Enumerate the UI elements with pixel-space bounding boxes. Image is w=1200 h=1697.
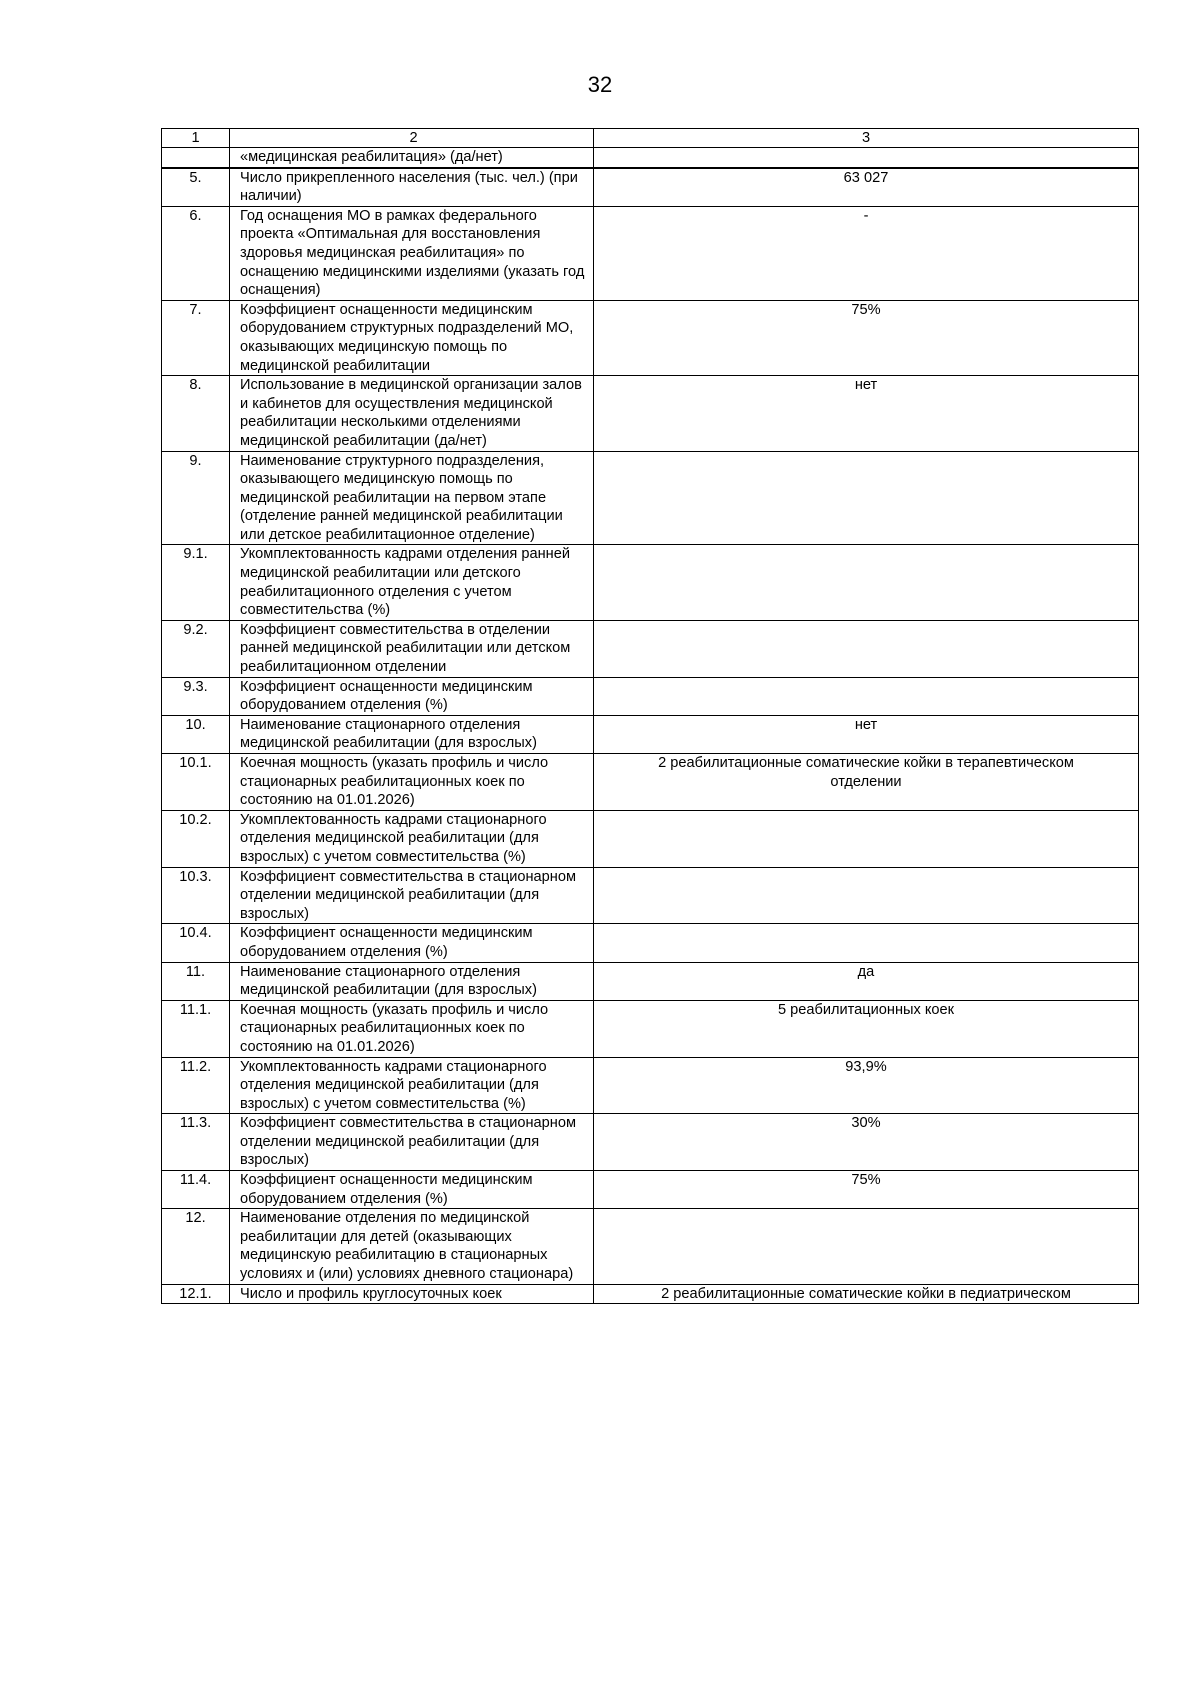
row-value: 75% [594, 1171, 1139, 1209]
row-value: 93,9% [594, 1057, 1139, 1114]
row-number: 9. [162, 451, 230, 545]
row-indicator-name: Коэффициент совместительства в стационарном отделении медицинской реабилитации (для взрослых) [230, 1114, 594, 1171]
row-value: 2 реабилитационные соматические койки в педиатрическом [594, 1284, 1139, 1304]
row-indicator-name: Коечная мощность (указать профиль и число стационарных реабилитационных коек по состоянию на 01.01.2026) [230, 1000, 594, 1057]
row-number: 11.4. [162, 1171, 230, 1209]
table-row [162, 1209, 1139, 1284]
row-indicator-name: Укомплектованность кадрами стационарного отделения медицинской реабилитации (для взрослых) с учетом совместительства (%) [230, 810, 594, 867]
row-number: 12. [162, 1209, 230, 1284]
row-number: 5. [162, 168, 230, 207]
row-indicator-name: Число прикрепленного населения (тыс. чел.) (при наличии) [230, 168, 594, 207]
row-number: 12.1. [162, 1284, 230, 1304]
row-indicator-name: Коэффициент совместительства в отделении ранней медицинской реабилитации или детском реабилитационном отделении [230, 620, 594, 677]
row-indicator-name: Число и профиль круглосуточных коек [230, 1284, 594, 1304]
row-indicator-name: Коэффициент совместительства в стационарном отделении медицинской реабилитации (для взрослых) [230, 867, 594, 924]
row-value [594, 545, 1139, 620]
row-value: - [594, 206, 1139, 300]
row-number: 7. [162, 300, 230, 375]
row-number: 11.3. [162, 1114, 230, 1171]
row-value [594, 810, 1139, 867]
table-row [162, 924, 1139, 962]
row-indicator-name: Коэффициент оснащенности медицинским оборудованием отделения (%) [230, 1171, 594, 1209]
row-number [162, 148, 230, 168]
table-row [162, 810, 1139, 867]
table-row [162, 168, 1139, 207]
header-cell-value: 3 [594, 129, 1139, 148]
row-value [594, 148, 1139, 168]
row-indicator-name: «медицинская реабилитация» (да/нет) [230, 148, 594, 168]
row-indicator-name: Коэффициент оснащенности медицинским оборудованием отделения (%) [230, 924, 594, 962]
row-indicator-name: Год оснащения МО в рамках федерального проекта «Оптимальная для восстановления здоровья медицинская реабилитация» по оснащению медицинскими изделиями (указать год оснащения) [230, 206, 594, 300]
row-value: 5 реабилитационных коек [594, 1000, 1139, 1057]
row-value: нет [594, 715, 1139, 753]
table-row [162, 715, 1139, 753]
table-row [162, 545, 1139, 620]
row-number: 10. [162, 715, 230, 753]
row-indicator-name: Коечная мощность (указать профиль и число стационарных реабилитационных коек по состоянию на 01.01.2026) [230, 754, 594, 811]
table-row [162, 620, 1139, 677]
row-number: 9.3. [162, 677, 230, 715]
row-number: 8. [162, 376, 230, 451]
table-row [162, 677, 1139, 715]
table-row [162, 1171, 1139, 1209]
row-indicator-name: Укомплектованность кадрами отделения ранней медицинской реабилитации или детского реабилитационного отделения с учетом совместительства (%) [230, 545, 594, 620]
row-value [594, 620, 1139, 677]
header-cell-num: 1 [162, 129, 230, 148]
table-header-row [162, 129, 1139, 148]
row-number: 10.3. [162, 867, 230, 924]
table-row [162, 1114, 1139, 1171]
row-number: 11. [162, 962, 230, 1000]
table-row [162, 962, 1139, 1000]
page-number: 32 [587, 72, 613, 97]
row-indicator-name: Наименование структурного подразделения, оказывающего медицинскую помощь по медицинской реабилитации на первом этапе (отделение ранней медицинской реабилитации или детское реабилитационное отделение) [230, 451, 594, 545]
rehabilitation-table [161, 128, 1139, 1304]
table-row [162, 300, 1139, 375]
row-value [594, 451, 1139, 545]
row-value: 75% [594, 300, 1139, 375]
table-row [162, 206, 1139, 300]
row-indicator-name: Наименование стационарного отделения медицинской реабилитации (для взрослых) [230, 715, 594, 753]
row-number: 10.4. [162, 924, 230, 962]
row-value [594, 924, 1139, 962]
row-number: 6. [162, 206, 230, 300]
row-value: нет [594, 376, 1139, 451]
row-value [594, 677, 1139, 715]
row-number: 10.1. [162, 754, 230, 811]
row-indicator-name: Коэффициент оснащенности медицинским оборудованием структурных подразделений МО, оказывающих медицинскую помощь по медицинской реабилитации [230, 300, 594, 375]
row-value: 30% [594, 1114, 1139, 1171]
table-row [162, 1057, 1139, 1114]
table-row [162, 1000, 1139, 1057]
table-continuation-row [162, 148, 1139, 168]
row-indicator-name: Укомплектованность кадрами стационарного отделения медицинской реабилитации (для взрослых) с учетом совместительства (%) [230, 1057, 594, 1114]
table-row [162, 376, 1139, 451]
row-number: 9.1. [162, 545, 230, 620]
table-row [162, 867, 1139, 924]
table-row [162, 1284, 1139, 1304]
row-value: 2 реабилитационные соматические койки в терапевтическом отделении [594, 754, 1139, 811]
row-indicator-name: Наименование отделения по медицинской реабилитации для детей (оказывающих медицинскую реабилитацию в стационарных условиях и (или) условиях дневного стационара) [230, 1209, 594, 1284]
table-row [162, 451, 1139, 545]
row-value [594, 867, 1139, 924]
row-value: 63 027 [594, 168, 1139, 207]
row-number: 11.1. [162, 1000, 230, 1057]
row-indicator-name: Использование в медицинской организации залов и кабинетов для осуществления медицинской реабилитации несколькими отделениями медицинской реабилитации (да/нет) [230, 376, 594, 451]
row-indicator-name: Наименование стационарного отделения медицинской реабилитации (для взрослых) [230, 962, 594, 1000]
row-value [594, 1209, 1139, 1284]
table-row [162, 754, 1139, 811]
row-indicator-name: Коэффициент оснащенности медицинским оборудованием отделения (%) [230, 677, 594, 715]
header-cell-name: 2 [230, 129, 594, 148]
table-body [162, 129, 1139, 1304]
row-number: 9.2. [162, 620, 230, 677]
row-number: 11.2. [162, 1057, 230, 1114]
row-number: 10.2. [162, 810, 230, 867]
row-value: да [594, 962, 1139, 1000]
